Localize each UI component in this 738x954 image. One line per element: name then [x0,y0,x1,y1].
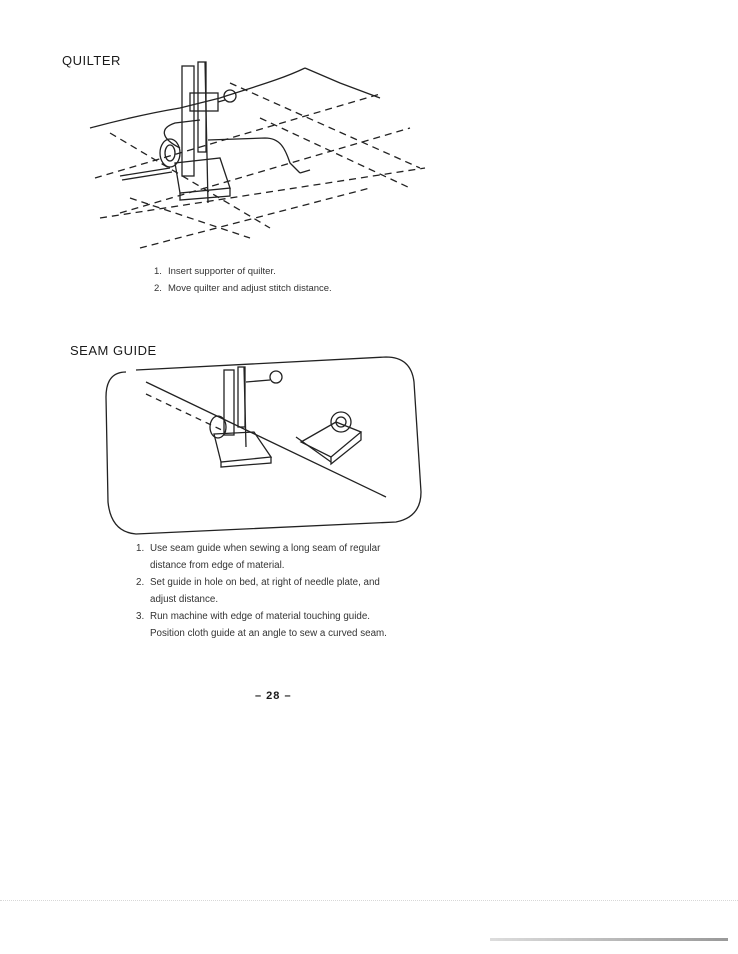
seam-guide-illustration [96,352,426,537]
list-item [154,265,332,279]
list-item [136,608,406,642]
step-number: 2. [154,282,162,294]
page-number: – 28 – [255,690,292,702]
step-text: Set guide in hole on bed, at right of needle plate, and adjust distance. [150,577,380,605]
list-item [154,282,332,296]
step-text: Insert supporter of quilter. [168,266,276,277]
quilter-steps [154,265,332,295]
step-text: Use seam guide when sewing a long seam of regular distance from edge of material. [150,543,381,571]
quilter-title: QUILTER [62,53,121,68]
scan-edge-artifact [490,938,728,941]
step-text: Run machine with edge of material touching guide. Position cloth guide at an angle to sew a curved seam. [150,611,387,639]
step-number: 3. [136,611,145,622]
step-text: Move quilter and adjust stitch distance. [168,282,332,294]
step-number: 2. [136,577,145,588]
quilter-illustration [80,58,440,258]
list-item [136,574,406,608]
list-item [136,540,406,574]
step-number: 1. [154,266,162,277]
seam-guide-steps [136,540,406,642]
scan-dotted-line [0,900,738,902]
seam-guide-title: SEAM GUIDE [70,343,157,358]
step-number: 1. [136,543,145,554]
